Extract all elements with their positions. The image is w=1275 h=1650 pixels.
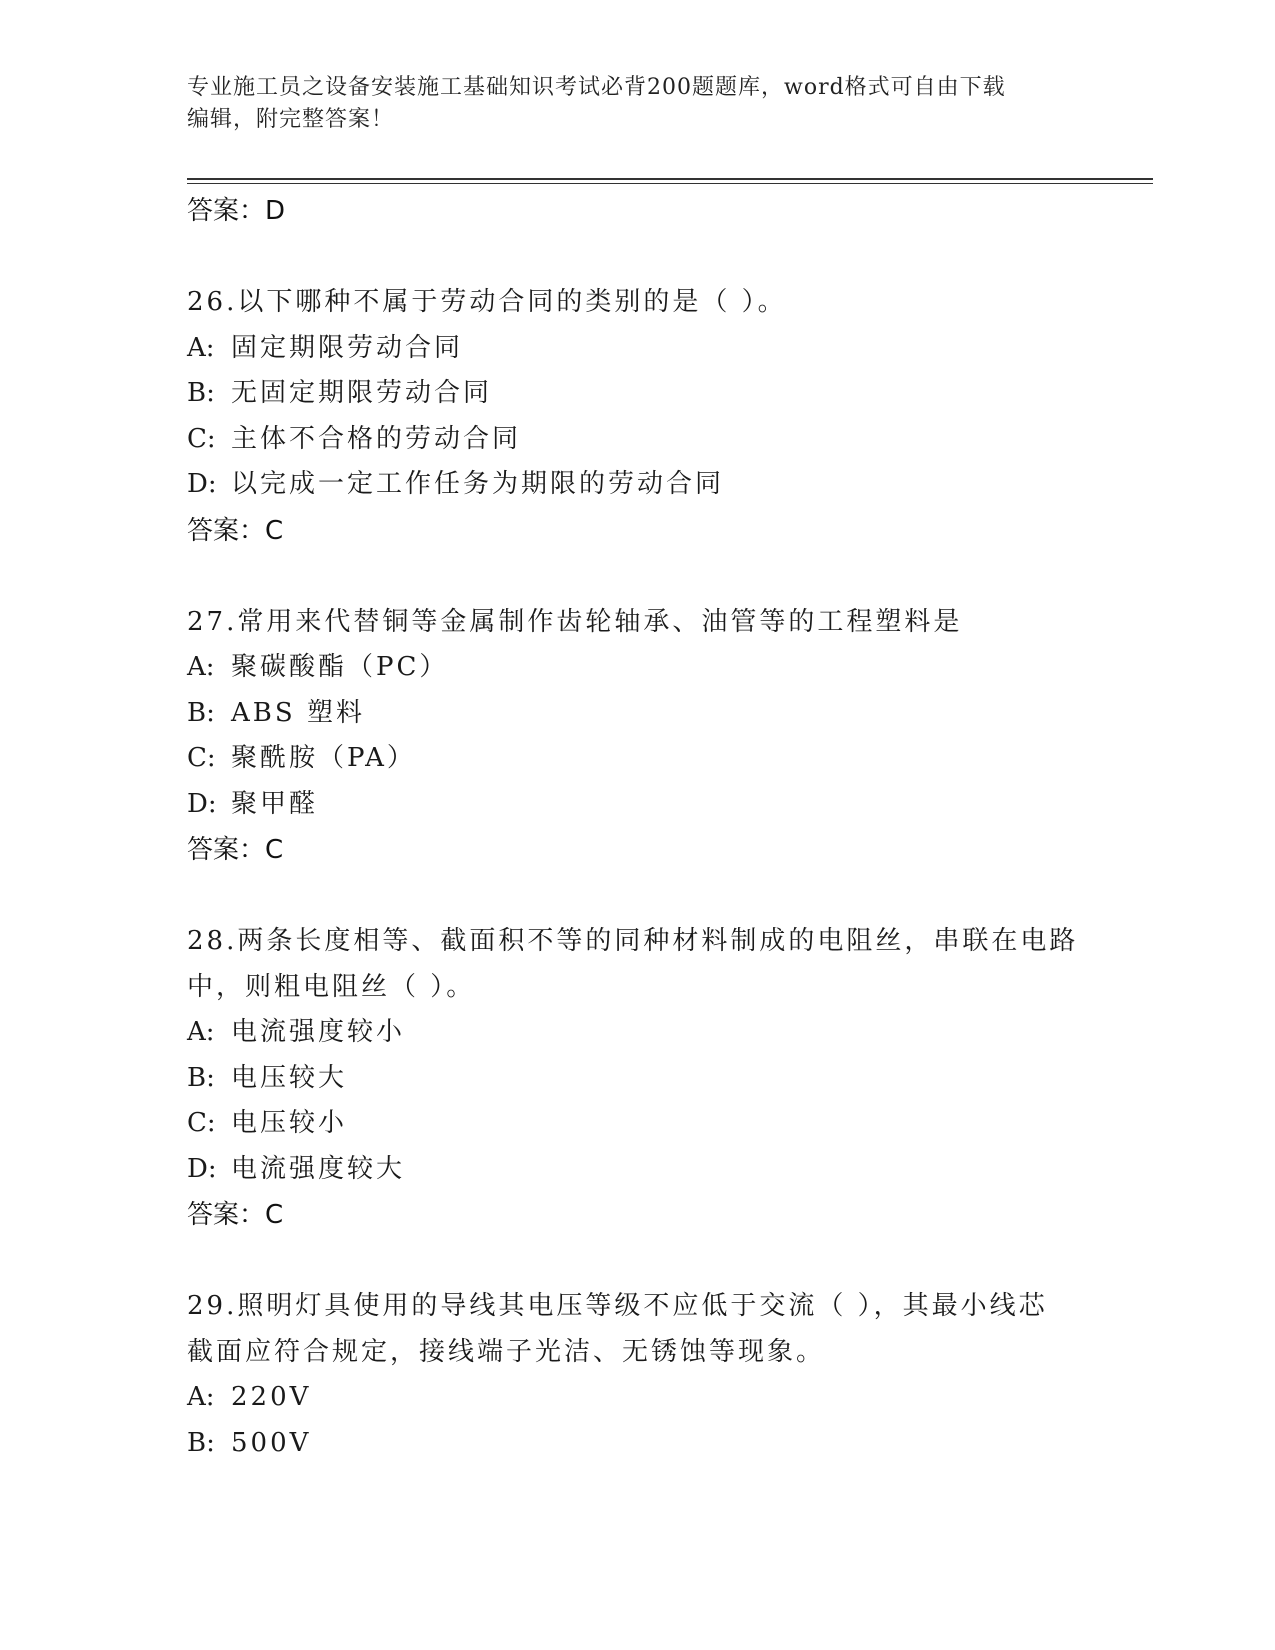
answer-prefix: 答案： (187, 835, 266, 865)
option-text: 聚碳酸酯（PC） (231, 652, 449, 682)
option-label: C: (187, 1108, 216, 1138)
option-label: B: (187, 1062, 215, 1093)
option-text: 电流强度较大 (231, 1153, 406, 1184)
option-label: B: (187, 697, 215, 728)
option-label: B: (187, 1427, 215, 1458)
option-a (187, 326, 1087, 372)
header-divider-thick (187, 178, 1153, 180)
answer-value: C (265, 835, 284, 865)
answer-line (187, 508, 1087, 554)
option-text: ABS 塑料 (231, 697, 365, 728)
header-divider-thin (187, 183, 1153, 184)
option-d (187, 462, 1087, 508)
question-stem: 29.照明灯具使用的导线其电压等级不应低于交流（ ），其最小线芯 (187, 1291, 1048, 1321)
option-a (187, 645, 1087, 691)
option-text: 聚酰胺（PA） (231, 743, 416, 773)
option-text: 以完成一定工作任务为期限的劳动合同 (231, 469, 725, 499)
document-header (187, 72, 1067, 136)
option-label: D: (187, 1153, 217, 1184)
option-label: C: (187, 423, 216, 454)
option-c (187, 417, 1087, 463)
option-label: A: (187, 652, 215, 682)
answer-prefix: 答案： (187, 515, 266, 546)
option-text: 主体不合格的劳动合同 (231, 423, 522, 454)
option-b (187, 371, 1087, 417)
option-c (187, 736, 1087, 782)
question-stem-continued: 截面应符合规定，接线端子光洁、无锈蚀等现象。 (187, 1336, 826, 1367)
option-d (187, 782, 1087, 828)
question-list (187, 188, 1087, 1466)
option-text: 无固定期限劳动合同 (231, 378, 493, 408)
option-text: 电压较大 (231, 1062, 348, 1093)
option-b (187, 691, 1087, 737)
answer-value: C (265, 515, 284, 546)
question-stem: 26.以下哪种不属于劳动合同的类别的是（ ）。 (187, 287, 787, 317)
answer-value: C (265, 1200, 284, 1230)
header-line-2: 编辑，附完整答案！ (187, 107, 395, 132)
question-stem: 27.常用来代替铜等金属制作齿轮轴承、油管等的工程塑料是 (187, 606, 963, 637)
option-b (187, 1056, 1087, 1102)
option-label: A: (187, 1382, 215, 1412)
answer-line (187, 188, 1087, 234)
question-stem-continued: 中，则粗电阻丝（ ）。 (187, 971, 476, 1002)
option-text: 聚甲醛 (231, 788, 319, 819)
option-label: C: (187, 743, 216, 773)
option-a (187, 1375, 1087, 1421)
option-text: 500V (231, 1427, 312, 1458)
header-line-1: 专业施工员之设备安装施工基础知识考试必背200题题库，word格式可自由下载 (187, 75, 1006, 100)
option-text: 电流强度较小 (231, 1017, 406, 1047)
option-b (187, 1421, 1087, 1467)
question-block (187, 1284, 1087, 1466)
answer-value: D (265, 196, 286, 226)
option-d (187, 1147, 1087, 1193)
option-text: 电压较小 (231, 1108, 348, 1138)
option-label: A: (187, 332, 215, 363)
option-label: A: (187, 1017, 215, 1047)
answer-line (187, 1192, 1087, 1238)
option-c (187, 1101, 1087, 1147)
answer-prefix: 答案： (187, 1200, 266, 1230)
answer-prefix: 答案： (187, 196, 266, 226)
question-block (187, 600, 1087, 874)
option-label: D: (187, 469, 217, 499)
question-block (187, 280, 1087, 554)
option-text: 固定期限劳动合同 (231, 332, 464, 363)
option-text: 220V (231, 1382, 312, 1412)
option-a (187, 1010, 1087, 1056)
answer-line (187, 827, 1087, 873)
option-label: B: (187, 378, 215, 408)
question-block (187, 919, 1087, 1238)
option-label: D: (187, 788, 217, 819)
question-stem: 28.两条长度相等、截面积不等的同种材料制成的电阻丝，串联在电路 (187, 926, 1079, 956)
